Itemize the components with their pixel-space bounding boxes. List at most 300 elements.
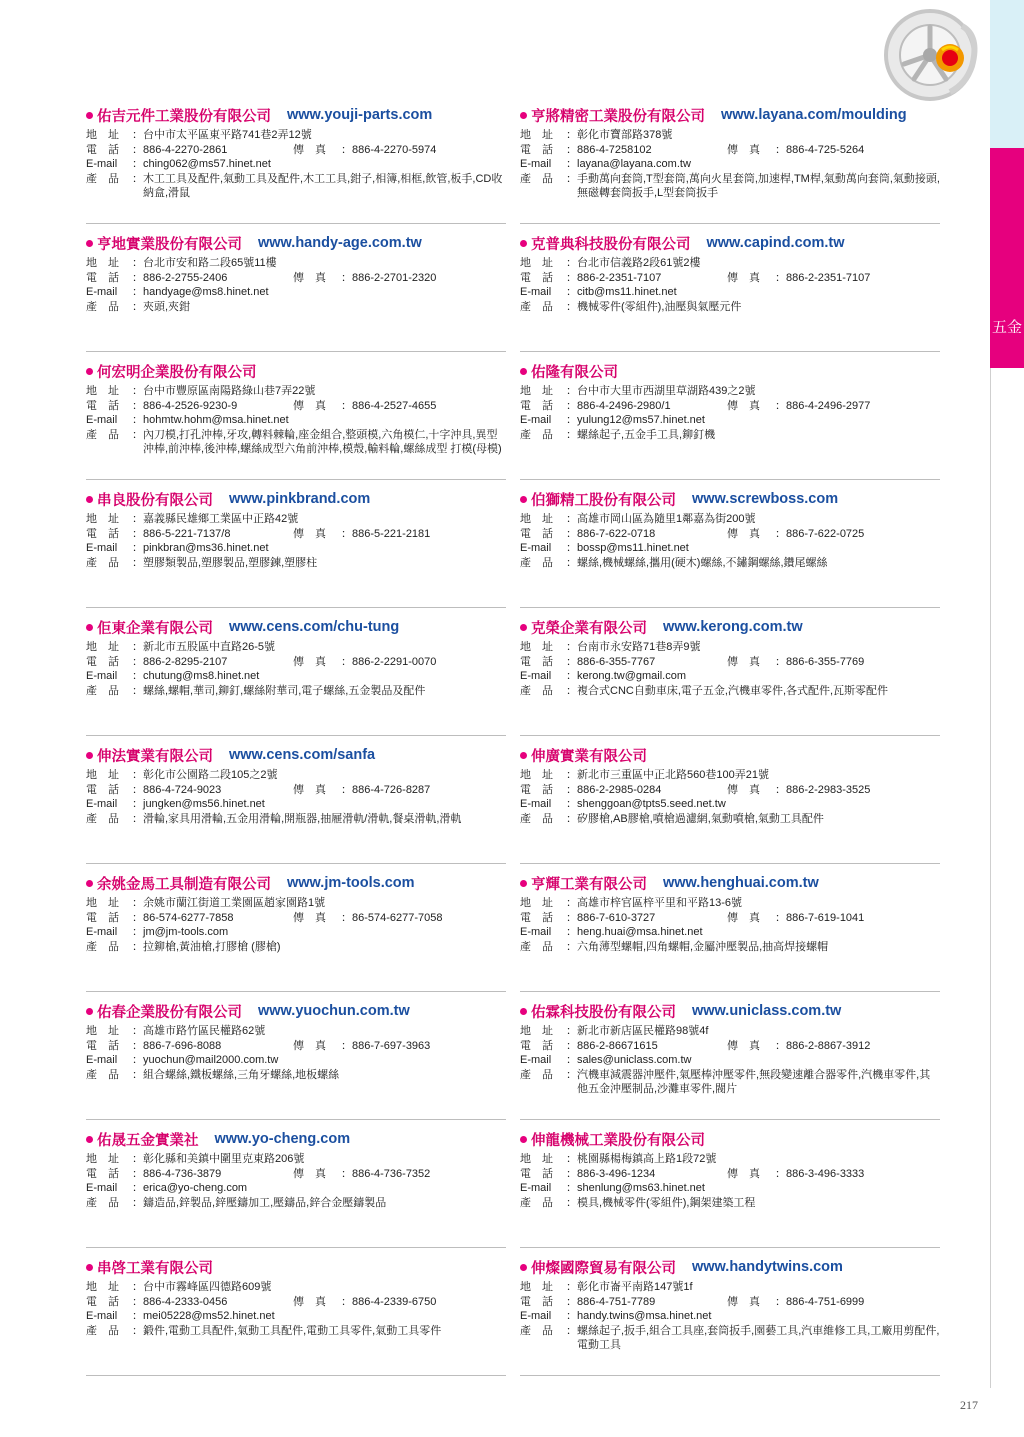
fax-label: 傳 真	[293, 527, 326, 540]
product-value: 模具,機械零件(零組件),鋼架建築工程	[577, 1196, 756, 1209]
colon: ：	[566, 940, 577, 953]
fax-value: 886-6-355-7769	[786, 655, 865, 668]
colon: ：	[775, 1039, 786, 1052]
fax-value: 886-4-736-7352	[352, 1167, 431, 1180]
address-value: 台北市信義路2段61號2樓	[577, 257, 701, 269]
company-url[interactable]: www.pinkbrand.com	[229, 491, 371, 507]
company-name: 亨地實業股份有限公司	[97, 236, 242, 253]
product-value: 螺絲,螺帽,華司,鉚釘,螺絲附華司,電子螺絲,五金製品及配件	[143, 684, 426, 697]
fax-value: 886-4-2339-6750	[352, 1295, 437, 1308]
company-name: 佑吉元件工業股份有限公司	[97, 108, 271, 125]
phone-value: 886-6-355-7767	[577, 655, 656, 668]
company-url[interactable]: www.cens.com/chu-tung	[229, 619, 400, 635]
email-label: E-mail	[86, 542, 118, 554]
bullet-icon	[520, 112, 527, 119]
company-url[interactable]: www.jm-tools.com	[287, 875, 415, 891]
address-value: 嘉義縣民雄鄉工業區中正路42號	[143, 513, 299, 525]
phone-value: 886-2-8295-2107	[143, 655, 228, 668]
email-label: E-mail	[86, 798, 118, 810]
fax-label: 傳 真	[293, 1039, 326, 1052]
email-label: E-mail	[520, 158, 552, 170]
colon: ：	[775, 143, 786, 156]
fax-label: 傳 真	[727, 655, 760, 668]
colon: ：	[132, 399, 143, 412]
colon: ：	[132, 911, 143, 924]
colon: ：	[566, 1310, 577, 1322]
company-card	[86, 480, 506, 608]
email-label: E-mail	[86, 158, 118, 170]
phone-value: 886-4-724-9023	[143, 783, 222, 796]
colon: ：	[566, 1153, 577, 1165]
email-value[interactable]: shenggoan@tpts5.seed.net.tw	[577, 798, 726, 810]
phone-label: 電 話	[86, 655, 119, 668]
email-label: E-mail	[520, 1054, 552, 1066]
phone-label: 電 話	[86, 143, 119, 156]
phone-label: 電 話	[520, 655, 553, 668]
email-value[interactable]: hohmtw.hohm@msa.hinet.net	[143, 414, 289, 426]
phone-label: 電 話	[520, 1295, 553, 1308]
email-label: E-mail	[86, 926, 118, 938]
bullet-icon	[86, 240, 93, 247]
product-label: 產 品	[86, 428, 119, 441]
address-label: 地 址	[520, 641, 553, 653]
colon: ：	[341, 911, 352, 924]
colon: ：	[566, 399, 577, 412]
phone-value: 886-4-736-3879	[143, 1167, 222, 1180]
address-label: 地 址	[86, 1025, 119, 1037]
company-card	[520, 480, 940, 608]
company-card	[520, 992, 940, 1120]
phone-label: 電 話	[520, 399, 553, 412]
colon: ：	[132, 158, 143, 170]
product-label: 產 品	[520, 1196, 553, 1209]
colon: ：	[132, 385, 143, 397]
company-name: 克榮企業有限公司	[531, 620, 647, 637]
phone-label: 電 話	[86, 911, 119, 924]
colon: ：	[132, 542, 143, 554]
colon: ：	[341, 143, 352, 156]
company-url[interactable]: www.cens.com/sanfa	[229, 747, 376, 763]
phone-label: 電 話	[86, 783, 119, 796]
colon: ：	[132, 257, 143, 269]
address-value: 台中市大里市西湖里草湖路439之2號	[577, 385, 756, 397]
email-label: E-mail	[86, 1310, 118, 1322]
colon: ：	[566, 1167, 577, 1180]
email-value[interactable]: handy.twins@msa.hinet.net	[577, 1310, 712, 1322]
company-card	[86, 864, 506, 992]
bullet-icon	[86, 496, 93, 503]
phone-label: 電 話	[86, 1295, 119, 1308]
product-label: 產 品	[86, 940, 119, 953]
fax-value: 886-4-751-6999	[786, 1295, 865, 1308]
address-label: 地 址	[86, 257, 119, 269]
colon: ：	[566, 428, 577, 441]
colon: ：	[132, 769, 143, 781]
colon: ：	[132, 684, 143, 697]
product-label: 產 品	[520, 1324, 553, 1337]
colon: ：	[132, 783, 143, 796]
email-label: E-mail	[86, 1054, 118, 1066]
colon: ：	[775, 399, 786, 412]
company-card	[520, 736, 940, 864]
phone-value: 886-2-86671615	[577, 1039, 658, 1052]
colon: ：	[132, 556, 143, 569]
colon: ：	[132, 428, 143, 441]
email-value[interactable]: sales@uniclass.com.tw	[577, 1054, 692, 1066]
fax-label: 傳 真	[293, 271, 326, 284]
colon: ：	[566, 655, 577, 668]
email-value[interactable]: ching062@ms57.hinet.net	[143, 158, 271, 170]
colon: ：	[341, 1295, 352, 1308]
colon: ：	[566, 1324, 577, 1337]
email-value[interactable]: yulung12@ms57.hinet.net	[577, 414, 705, 426]
address-label: 地 址	[520, 897, 553, 909]
bullet-icon	[520, 624, 527, 631]
colon: ：	[566, 1196, 577, 1209]
address-label: 地 址	[520, 1153, 553, 1165]
email-value[interactable]: citb@ms11.hinet.net	[577, 286, 677, 298]
email-value[interactable]: jm@jm-tools.com	[143, 926, 229, 938]
address-label: 地 址	[520, 769, 553, 781]
email-value[interactable]: yuochun@mail2000.com.tw	[143, 1054, 279, 1066]
company-card	[520, 224, 940, 352]
address-label: 地 址	[520, 129, 553, 141]
product-value: 組合螺絲,鐵板螺絲,三角牙螺絲,地板螺絲	[143, 1068, 340, 1081]
address-label: 地 址	[520, 1281, 553, 1293]
colon: ：	[566, 1182, 577, 1194]
colon: ：	[132, 798, 143, 810]
colon: ：	[566, 556, 577, 569]
email-value[interactable]: erica@yo-cheng.com	[143, 1182, 248, 1194]
address-label: 地 址	[86, 129, 119, 141]
phone-label: 電 話	[86, 399, 119, 412]
company-url[interactable]: www.yuochun.com.tw	[258, 1003, 410, 1019]
bullet-icon	[86, 880, 93, 887]
email-value[interactable]: chutung@ms8.hinet.net	[143, 670, 260, 682]
colon: ：	[132, 926, 143, 938]
email-label: E-mail	[520, 414, 552, 426]
address-value: 高雄市岡山區為隨里1鄰嘉為街200號	[577, 513, 756, 525]
colon: ：	[566, 1068, 577, 1081]
email-label: E-mail	[520, 286, 552, 298]
section-tab-label: 五金	[991, 318, 1022, 336]
company-url[interactable]: www.handy-age.com.tw	[258, 235, 422, 251]
colon: ：	[341, 527, 352, 540]
company-name: 亨將精密工業股份有限公司	[531, 108, 705, 125]
colon: ：	[132, 655, 143, 668]
company-card	[520, 352, 940, 480]
fax-label: 傳 真	[727, 143, 760, 156]
address-value: 台中市太平區東平路741巷2弄12號	[143, 129, 312, 141]
fax-value: 886-2-2351-7107	[786, 271, 871, 284]
bullet-icon	[520, 752, 527, 759]
fax-label: 傳 真	[727, 271, 760, 284]
company-url[interactable]: www.yo-cheng.com	[214, 1131, 351, 1147]
product-label: 產 品	[520, 172, 553, 185]
bullet-icon	[86, 1136, 93, 1143]
phone-value: 886-4-2526-9230-9	[143, 399, 238, 412]
address-label: 地 址	[86, 385, 119, 397]
bullet-icon	[86, 112, 93, 119]
email-value[interactable]: kerong.tw@gmail.com	[577, 670, 686, 682]
company-name: 伸廣實業有限公司	[531, 748, 647, 765]
fax-label: 傳 真	[727, 527, 760, 540]
product-value: 夾頭,夾鉗	[143, 300, 191, 313]
colon: ：	[341, 1167, 352, 1180]
product-value: 鑄造品,鋅製品,鋅壓鑄加工,壓鑄品,鋅合金壓鑄製品	[143, 1196, 387, 1209]
fax-value: 886-3-496-3333	[786, 1167, 865, 1180]
address-value: 新北市新店區民權路98號4f	[577, 1025, 709, 1037]
colon: ：	[775, 1295, 786, 1308]
colon: ：	[566, 286, 577, 298]
fax-label: 傳 真	[293, 783, 326, 796]
side-band-top	[990, 0, 1024, 148]
product-label: 產 品	[520, 556, 553, 569]
address-label: 地 址	[520, 257, 553, 269]
address-value: 台中市霧峰區四德路609號	[143, 1281, 272, 1293]
fax-label: 傳 真	[293, 1295, 326, 1308]
colon: ：	[132, 1281, 143, 1293]
address-value: 新北市三重區中正北路560巷100弄21號	[577, 769, 769, 781]
fax-value: 886-4-725-5264	[786, 143, 865, 156]
company-url[interactable]: www.kerong.com.tw	[663, 619, 803, 635]
colon: ：	[132, 1324, 143, 1337]
colon: ：	[132, 641, 143, 653]
colon: ：	[132, 897, 143, 909]
address-value: 桃園縣楊梅鎮高上路1段72號	[577, 1153, 717, 1165]
colon: ：	[566, 670, 577, 682]
company-card	[86, 1120, 506, 1248]
colon: ：	[775, 911, 786, 924]
bullet-icon	[86, 1008, 93, 1015]
email-value[interactable]: pinkbran@ms36.hinet.net	[143, 542, 269, 554]
product-label: 產 品	[86, 1196, 119, 1209]
colon: ：	[132, 1068, 143, 1081]
address-value: 台中市豐原區南陽路綠山巷7弄22號	[143, 385, 316, 397]
fax-value: 886-7-697-3963	[352, 1039, 431, 1052]
product-value: 滑輪,家具用滑輪,五金用滑輪,開瓶器,抽屜滑軌/滑軌,餐桌滑軌,滑軌	[143, 812, 462, 825]
colon: ：	[566, 1054, 577, 1066]
fax-value: 886-4-2496-2977	[786, 399, 871, 412]
colon: ：	[132, 1054, 143, 1066]
product-value: 內刀模,打孔沖棒,牙攻,轉料棘輪,座金組合,整頭模,六角模仁,十字沖具,異型沖棒,前沖棒,後沖棒,螺絲成型六角前沖棒,模殼,輸料輪,螺絲成型 打模(母模)	[143, 428, 502, 455]
fax-label: 傳 真	[293, 399, 326, 412]
colon: ：	[566, 385, 577, 397]
colon: ：	[775, 655, 786, 668]
product-value: 手動萬向套筒,T型套筒,萬向火星套筒,加速桿,TM桿,氣動萬向套筒,氣動接頭,無磁轉套筒扳手,L型套筒扳手	[577, 172, 940, 199]
colon: ：	[132, 513, 143, 525]
phone-label: 電 話	[520, 271, 553, 284]
company-card	[520, 1248, 940, 1376]
fax-value: 886-5-221-2181	[352, 527, 431, 540]
colon: ：	[341, 399, 352, 412]
fax-label: 傳 真	[727, 1039, 760, 1052]
company-url[interactable]: www.capind.com.tw	[706, 235, 845, 251]
colon: ：	[566, 911, 577, 924]
address-value: 彰化市崙平南路147號1f	[577, 1281, 693, 1293]
email-label: E-mail	[86, 670, 118, 682]
product-value: 螺絲起子,扳手,組合工具座,套筒扳手,園藝工具,汽車維修工具,工廠用剪配件,電動工具	[577, 1324, 940, 1351]
bullet-icon	[86, 624, 93, 631]
bullet-icon	[520, 1136, 527, 1143]
colon: ：	[566, 513, 577, 525]
email-label: E-mail	[520, 798, 552, 810]
wheel-logo-icon	[870, 0, 988, 110]
fax-value: 86-574-6277-7058	[352, 911, 443, 924]
phone-value: 886-2-2351-7107	[577, 271, 662, 284]
email-value[interactable]: handyage@ms8.hinet.net	[143, 286, 269, 298]
company-url[interactable]: www.screwboss.com	[692, 491, 839, 507]
colon: ：	[566, 1295, 577, 1308]
fax-label: 傳 真	[293, 1167, 326, 1180]
company-name: 伯獅精工股份有限公司	[531, 492, 676, 509]
phone-label: 電 話	[86, 1167, 119, 1180]
colon: ：	[132, 1167, 143, 1180]
company-name: 何宏明企業股份有限公司	[97, 364, 257, 381]
email-value[interactable]: bossp@ms11.hinet.net	[577, 542, 689, 554]
colon: ：	[566, 158, 577, 170]
colon: ：	[132, 1310, 143, 1322]
address-value: 台南市永安路71巷8弄9號	[577, 641, 701, 653]
product-value: 機械零件(零組件),油壓與氣壓元件	[577, 300, 742, 313]
company-url[interactable]: www.handytwins.com	[692, 1259, 843, 1275]
product-label: 產 品	[86, 1324, 119, 1337]
colon: ：	[341, 655, 352, 668]
colon: ：	[566, 798, 577, 810]
address-value: 高雄市梓官區梓平里和平路13-6號	[577, 897, 743, 909]
company-card	[86, 352, 506, 480]
fax-label: 傳 真	[293, 911, 326, 924]
address-label: 地 址	[86, 641, 119, 653]
address-label: 地 址	[86, 769, 119, 781]
colon: ：	[775, 1167, 786, 1180]
company-url[interactable]: www.youji-parts.com	[287, 107, 433, 123]
colon: ：	[132, 1153, 143, 1165]
address-label: 地 址	[86, 897, 119, 909]
address-value: 彰化縣和美鎮中圍里克東路206號	[143, 1153, 305, 1165]
product-label: 產 品	[86, 1068, 119, 1081]
bullet-icon	[86, 1264, 93, 1271]
fax-value: 886-2-8867-3912	[786, 1039, 871, 1052]
fax-value: 886-7-619-1041	[786, 911, 865, 924]
bullet-icon	[86, 368, 93, 375]
product-label: 產 品	[520, 1068, 553, 1081]
colon: ：	[132, 527, 143, 540]
colon: ：	[341, 1039, 352, 1052]
product-value: 六角薄型螺帽,四角螺帽,金屬沖壓製品,抽高焊接螺帽	[577, 940, 829, 953]
colon: ：	[566, 641, 577, 653]
product-value: 螺絲,機械螺絲,攜用(硬木)螺絲,不鏽鋼螺絲,鑽尾螺絲	[577, 556, 828, 569]
address-label: 地 址	[520, 385, 553, 397]
colon: ：	[566, 414, 577, 426]
company-url[interactable]: www.uniclass.com.tw	[692, 1003, 842, 1019]
email-label: E-mail	[520, 670, 552, 682]
colon: ：	[566, 769, 577, 781]
product-label: 產 品	[520, 940, 553, 953]
company-card	[520, 1120, 940, 1248]
phone-value: 86-574-6277-7858	[143, 911, 234, 924]
colon: ：	[132, 1182, 143, 1194]
phone-label: 電 話	[520, 783, 553, 796]
email-value[interactable]: heng.huai@msa.hinet.net	[577, 926, 703, 938]
colon: ：	[775, 783, 786, 796]
fax-value: 886-7-622-0725	[786, 527, 865, 540]
phone-value: 886-7-622-0718	[577, 527, 656, 540]
company-url[interactable]: www.layana.com/moulding	[721, 107, 907, 123]
email-value[interactable]: layana@layana.com.tw	[577, 158, 691, 170]
company-card	[520, 864, 940, 992]
email-label: E-mail	[86, 1182, 118, 1194]
phone-label: 電 話	[86, 527, 119, 540]
product-value: 拉鉚槍,黃油槍,打膠槍 (膠槍)	[143, 940, 281, 953]
address-value: 彰化市寶部路378號	[577, 129, 673, 141]
fax-label: 傳 真	[727, 1167, 760, 1180]
product-label: 產 品	[520, 428, 553, 441]
address-value: 彰化市公園路二段105之2號	[143, 769, 278, 781]
address-value: 高雄市路竹區民權路62號	[143, 1025, 266, 1037]
phone-value: 886-2-2985-0284	[577, 783, 662, 796]
email-value[interactable]: jungken@ms56.hinet.net	[143, 798, 265, 810]
phone-value: 886-4-2333-0456	[143, 1295, 228, 1308]
company-card	[86, 608, 506, 736]
company-name: 伸燦國際貿易有限公司	[531, 1260, 676, 1277]
address-label: 地 址	[86, 513, 119, 525]
company-url[interactable]: www.henghuai.com.tw	[663, 875, 819, 891]
fax-label: 傳 真	[727, 399, 760, 412]
bullet-icon	[520, 1008, 527, 1015]
phone-value: 886-4-751-7789	[577, 1295, 656, 1308]
company-card	[520, 96, 940, 224]
fax-value: 886-2-2983-3525	[786, 783, 871, 796]
email-label: E-mail	[520, 542, 552, 554]
colon: ：	[132, 129, 143, 141]
company-name: 亨輝工業有限公司	[531, 876, 647, 893]
colon: ：	[566, 812, 577, 825]
company-card	[86, 1248, 506, 1376]
phone-value: 886-3-496-1234	[577, 1167, 656, 1180]
product-value: 汽機車減震器沖壓件,氣壓棒沖壓零件,無段變速離合器零件,汽機車零件,其他五金沖壓制品,沙灘車零件,閥片	[577, 1068, 931, 1095]
company-name: 佑霖科技股份有限公司	[531, 1004, 676, 1021]
email-label: E-mail	[520, 926, 552, 938]
address-value: 余姚市蘭江街道工業園區趙家園路1號	[143, 897, 326, 909]
product-label: 產 品	[86, 684, 119, 697]
email-label: E-mail	[520, 1182, 552, 1194]
colon: ：	[132, 143, 143, 156]
colon: ：	[132, 286, 143, 298]
colon: ：	[132, 1025, 143, 1037]
colon: ：	[566, 542, 577, 554]
colon: ：	[566, 527, 577, 540]
phone-label: 電 話	[520, 1039, 553, 1052]
email-value[interactable]: shenlung@ms63.hinet.net	[577, 1182, 705, 1194]
colon: ：	[566, 300, 577, 313]
product-value: 鍛件,電動工具配件,氣動工具配件,電動工具零件,氣動工具零件	[143, 1324, 442, 1337]
email-value[interactable]: mei05228@ms52.hinet.net	[143, 1310, 275, 1322]
product-value: 塑膠類製品,塑膠製品,塑膠鍊,塑膠柱	[143, 556, 318, 569]
address-label: 地 址	[520, 513, 553, 525]
company-card	[86, 736, 506, 864]
colon: ：	[566, 271, 577, 284]
colon: ：	[132, 670, 143, 682]
fax-label: 傳 真	[293, 143, 326, 156]
colon: ：	[566, 1281, 577, 1293]
page-number: 217	[960, 1398, 978, 1412]
bullet-icon	[520, 368, 527, 375]
address-label: 地 址	[86, 1153, 119, 1165]
fax-label: 傳 真	[727, 1295, 760, 1308]
colon: ：	[132, 1196, 143, 1209]
company-card	[86, 96, 506, 224]
